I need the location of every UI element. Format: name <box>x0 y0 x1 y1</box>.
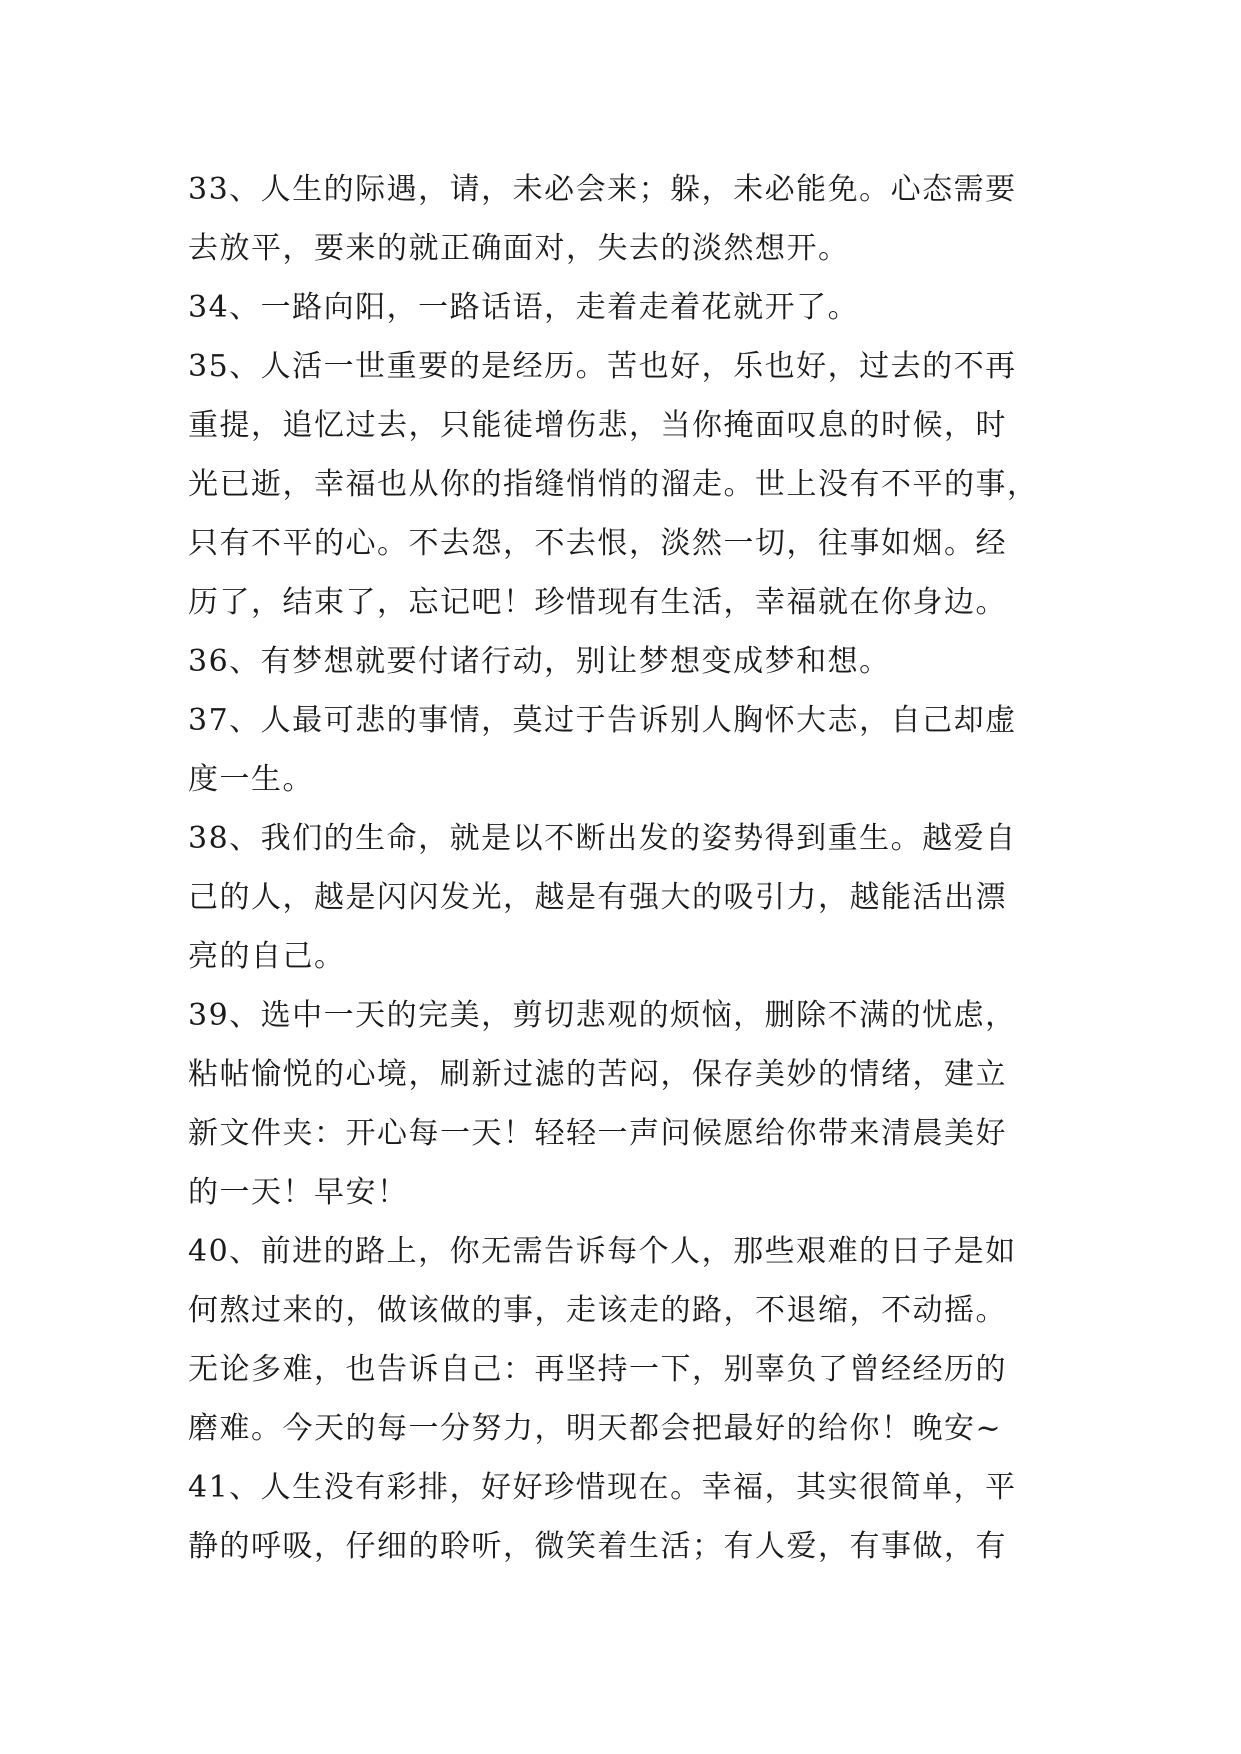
document-body <box>188 160 1058 1576</box>
text-line: 只有不平的心。不去怨，不去恨，淡然一切，往事如烟。经 <box>188 526 1007 561</box>
text-line: 何熬过来的，做该做的事，走该走的路，不退缩，不动摇。 <box>188 1293 1007 1328</box>
text-line: 36、有梦想就要付诸行动，别让梦想变成梦和想。 <box>188 644 891 679</box>
text-line: 的一天！早安！ <box>188 1175 409 1210</box>
text-line: 历了，结束了，忘记吧！珍惜现有生活，幸福就在你身边。 <box>188 585 1007 620</box>
text-line: 粘帖愉悦的心境，刷新过滤的苦闷，保存美妙的情绪，建立 <box>188 1057 1007 1092</box>
text-line: 光已逝，幸福也从你的指缝悄悄的溜走。世上没有不平的事， <box>188 467 1039 502</box>
text-line: 37、人最可悲的事情，莫过于告诉别人胸怀大志，自己却虚 <box>188 703 1017 738</box>
text-line: 磨难。今天的每一分努力，明天都会把最好的给你！晚安~ <box>188 1411 1003 1446</box>
text-line: 41、人生没有彩排，好好珍惜现在。幸福，其实很简单，平 <box>188 1470 1017 1505</box>
text-line: 39、选中一天的完美，剪切悲观的烦恼，删除不满的忧虑， <box>188 998 1017 1033</box>
text-line: 38、我们的生命，就是以不断出发的姿势得到重生。越爱自 <box>188 821 1017 856</box>
text-line: 40、前进的路上，你无需告诉每个人，那些艰难的日子是如 <box>188 1234 1017 1269</box>
text-line: 亮的自己。 <box>188 939 346 974</box>
text-line: 己的人，越是闪闪发光，越是有强大的吸引力，越能活出漂 <box>188 880 1007 915</box>
text-line: 静的呼吸，仔细的聆听，微笑着生活；有人爱，有事做，有 <box>188 1529 1007 1564</box>
text-line: 去放平，要来的就正确面对，失去的淡然想开。 <box>188 231 850 266</box>
text-line: 新文件夹：开心每一天！轻轻一声问候愿给你带来清晨美好 <box>188 1116 1007 1151</box>
text-line: 重提，追忆过去，只能徒增伤悲，当你掩面叹息的时候，时 <box>188 408 1007 443</box>
text-line: 33、人生的际遇，请，未必会来；躲，未必能免。心态需要 <box>188 172 1017 207</box>
text-line: 34、一路向阳，一路话语，走着走着花就开了。 <box>188 290 860 325</box>
text-line: 度一生。 <box>188 762 314 797</box>
text-line: 无论多难，也告诉自己：再坚持一下，别辜负了曾经经历的 <box>188 1352 1007 1387</box>
text-line: 35、人活一世重要的是经历。苦也好，乐也好，过去的不再 <box>188 349 1017 384</box>
